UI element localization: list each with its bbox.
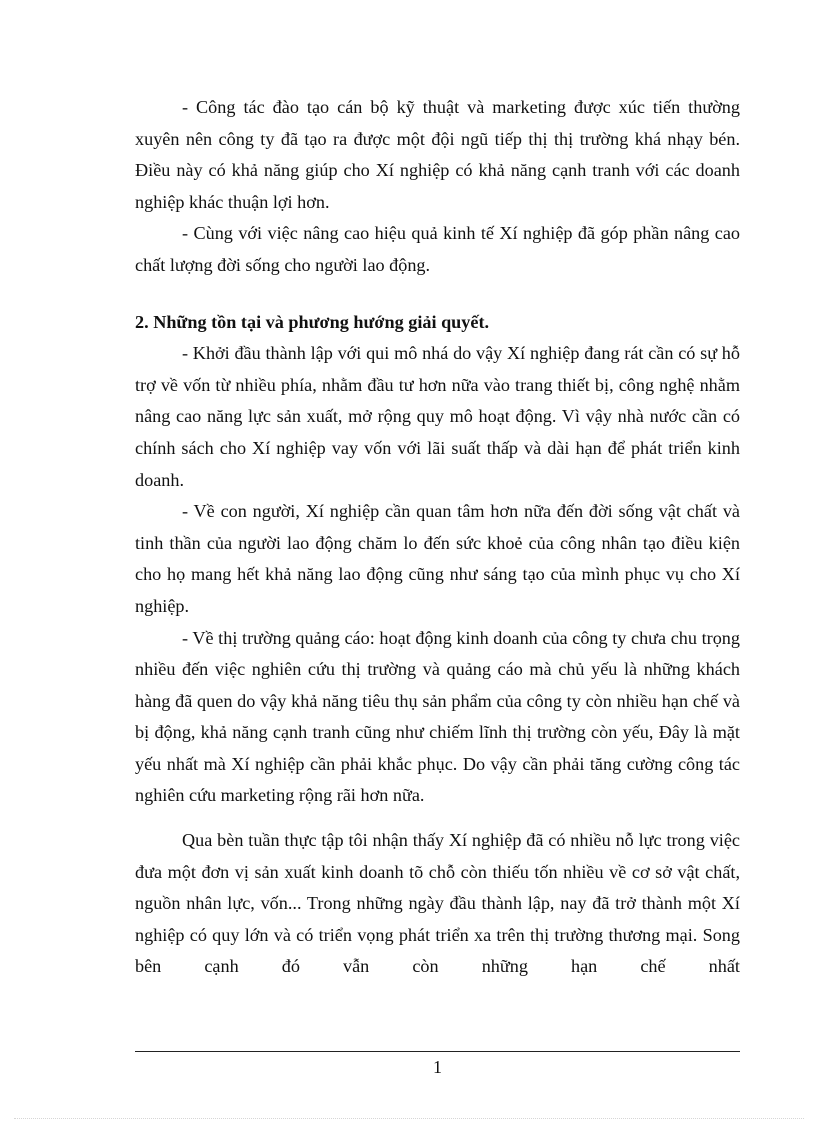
page-number: 1: [433, 1057, 442, 1077]
paragraph-capital-support: - Khởi đầu thành lập với qui mô nhá do vậy Xí nghiệp đang rát cần có sự hỗ trợ về vốn từ nhiều phía, nhằm đầu tư hơn nữa vào trang thiết bị, công nghệ nhằm nâng cao năng lực sản xuất, mở rộng quy mô hoạt động. Vì vậy nhà nước cần có chính sách cho Xí nghiệp vay vốn với lãi suất thấp và dài hạn để phát triển kinh doanh.: [135, 343, 740, 490]
page-body: [135, 92, 740, 983]
paragraph-human-resources: - Về con người, Xí nghiệp cần quan tâm hơn nữa đến đời sống vật chất và tinh thần của người lao động chăm lo đến sức khoẻ của công nhân tạo điều kiện cho họ mang hết khả năng lao động cũng như sáng tạo của mình phục vụ cho Xí nghiệp.: [135, 501, 740, 616]
section-heading: 2. Những tồn tại và phương hướng giải quyết.: [135, 311, 490, 332]
paragraph-staff-training: - Công tác đào tạo cán bộ kỹ thuật và marketing được xúc tiến thường xuyên nên công ty đã tạo ra được một đội ngũ tiếp thị thị trường khá nhạy bén. Điều này có khả năng giúp cho Xí nghiệp có khả năng cạnh tranh với các doanh nghiệp khác thuận lợi hơn.: [135, 97, 740, 212]
footer-divider: [135, 1051, 740, 1052]
paragraph-living-standards: - Cùng với việc nâng cao hiệu quả kinh tế Xí nghiệp đã góp phần nâng cao chất lượng đời sống cho người lao động.: [135, 223, 740, 275]
page-bottom-edge: [14, 1118, 804, 1119]
paragraph-internship-summary: Qua bèn tuần thực tập tôi nhận thấy Xí nghiệp đã có nhiều nỗ lực trong việc đưa một đơn vị sản xuất kinh doanh tõ chỗ còn thiếu tốn nhiều về cơ sở vật chất, nguồn nhân lực, vốn... Trong những ngày đầu thành lập, nay đã trở thành một Xí nghiệp có quy lớn và có triển vọng phát triển xa trên thị trường thương mại. Song bên cạnh đó vẫn còn những hạn chế nhất: [135, 830, 740, 977]
paragraph-marketing: - Về thị trường quảng cáo: hoạt động kinh doanh của công ty chưa chu trọng nhiều đến việc nghiên cứu thị trường và quảng cáo mà chủ yếu là những khách hàng đã quen do vậy khả năng tiêu thụ sản phẩm của công ty còn nhiều hạn chế và bị động, khả năng cạnh tranh cũng như chiếm lĩnh thị trường còn yếu, Đây là mặt yếu nhất mà Xí nghiệp cần phải khắc phục. Do vậy cần phải tăng cường công tác nghiên cứu marketing rộng rãi hơn nữa.: [135, 627, 740, 806]
